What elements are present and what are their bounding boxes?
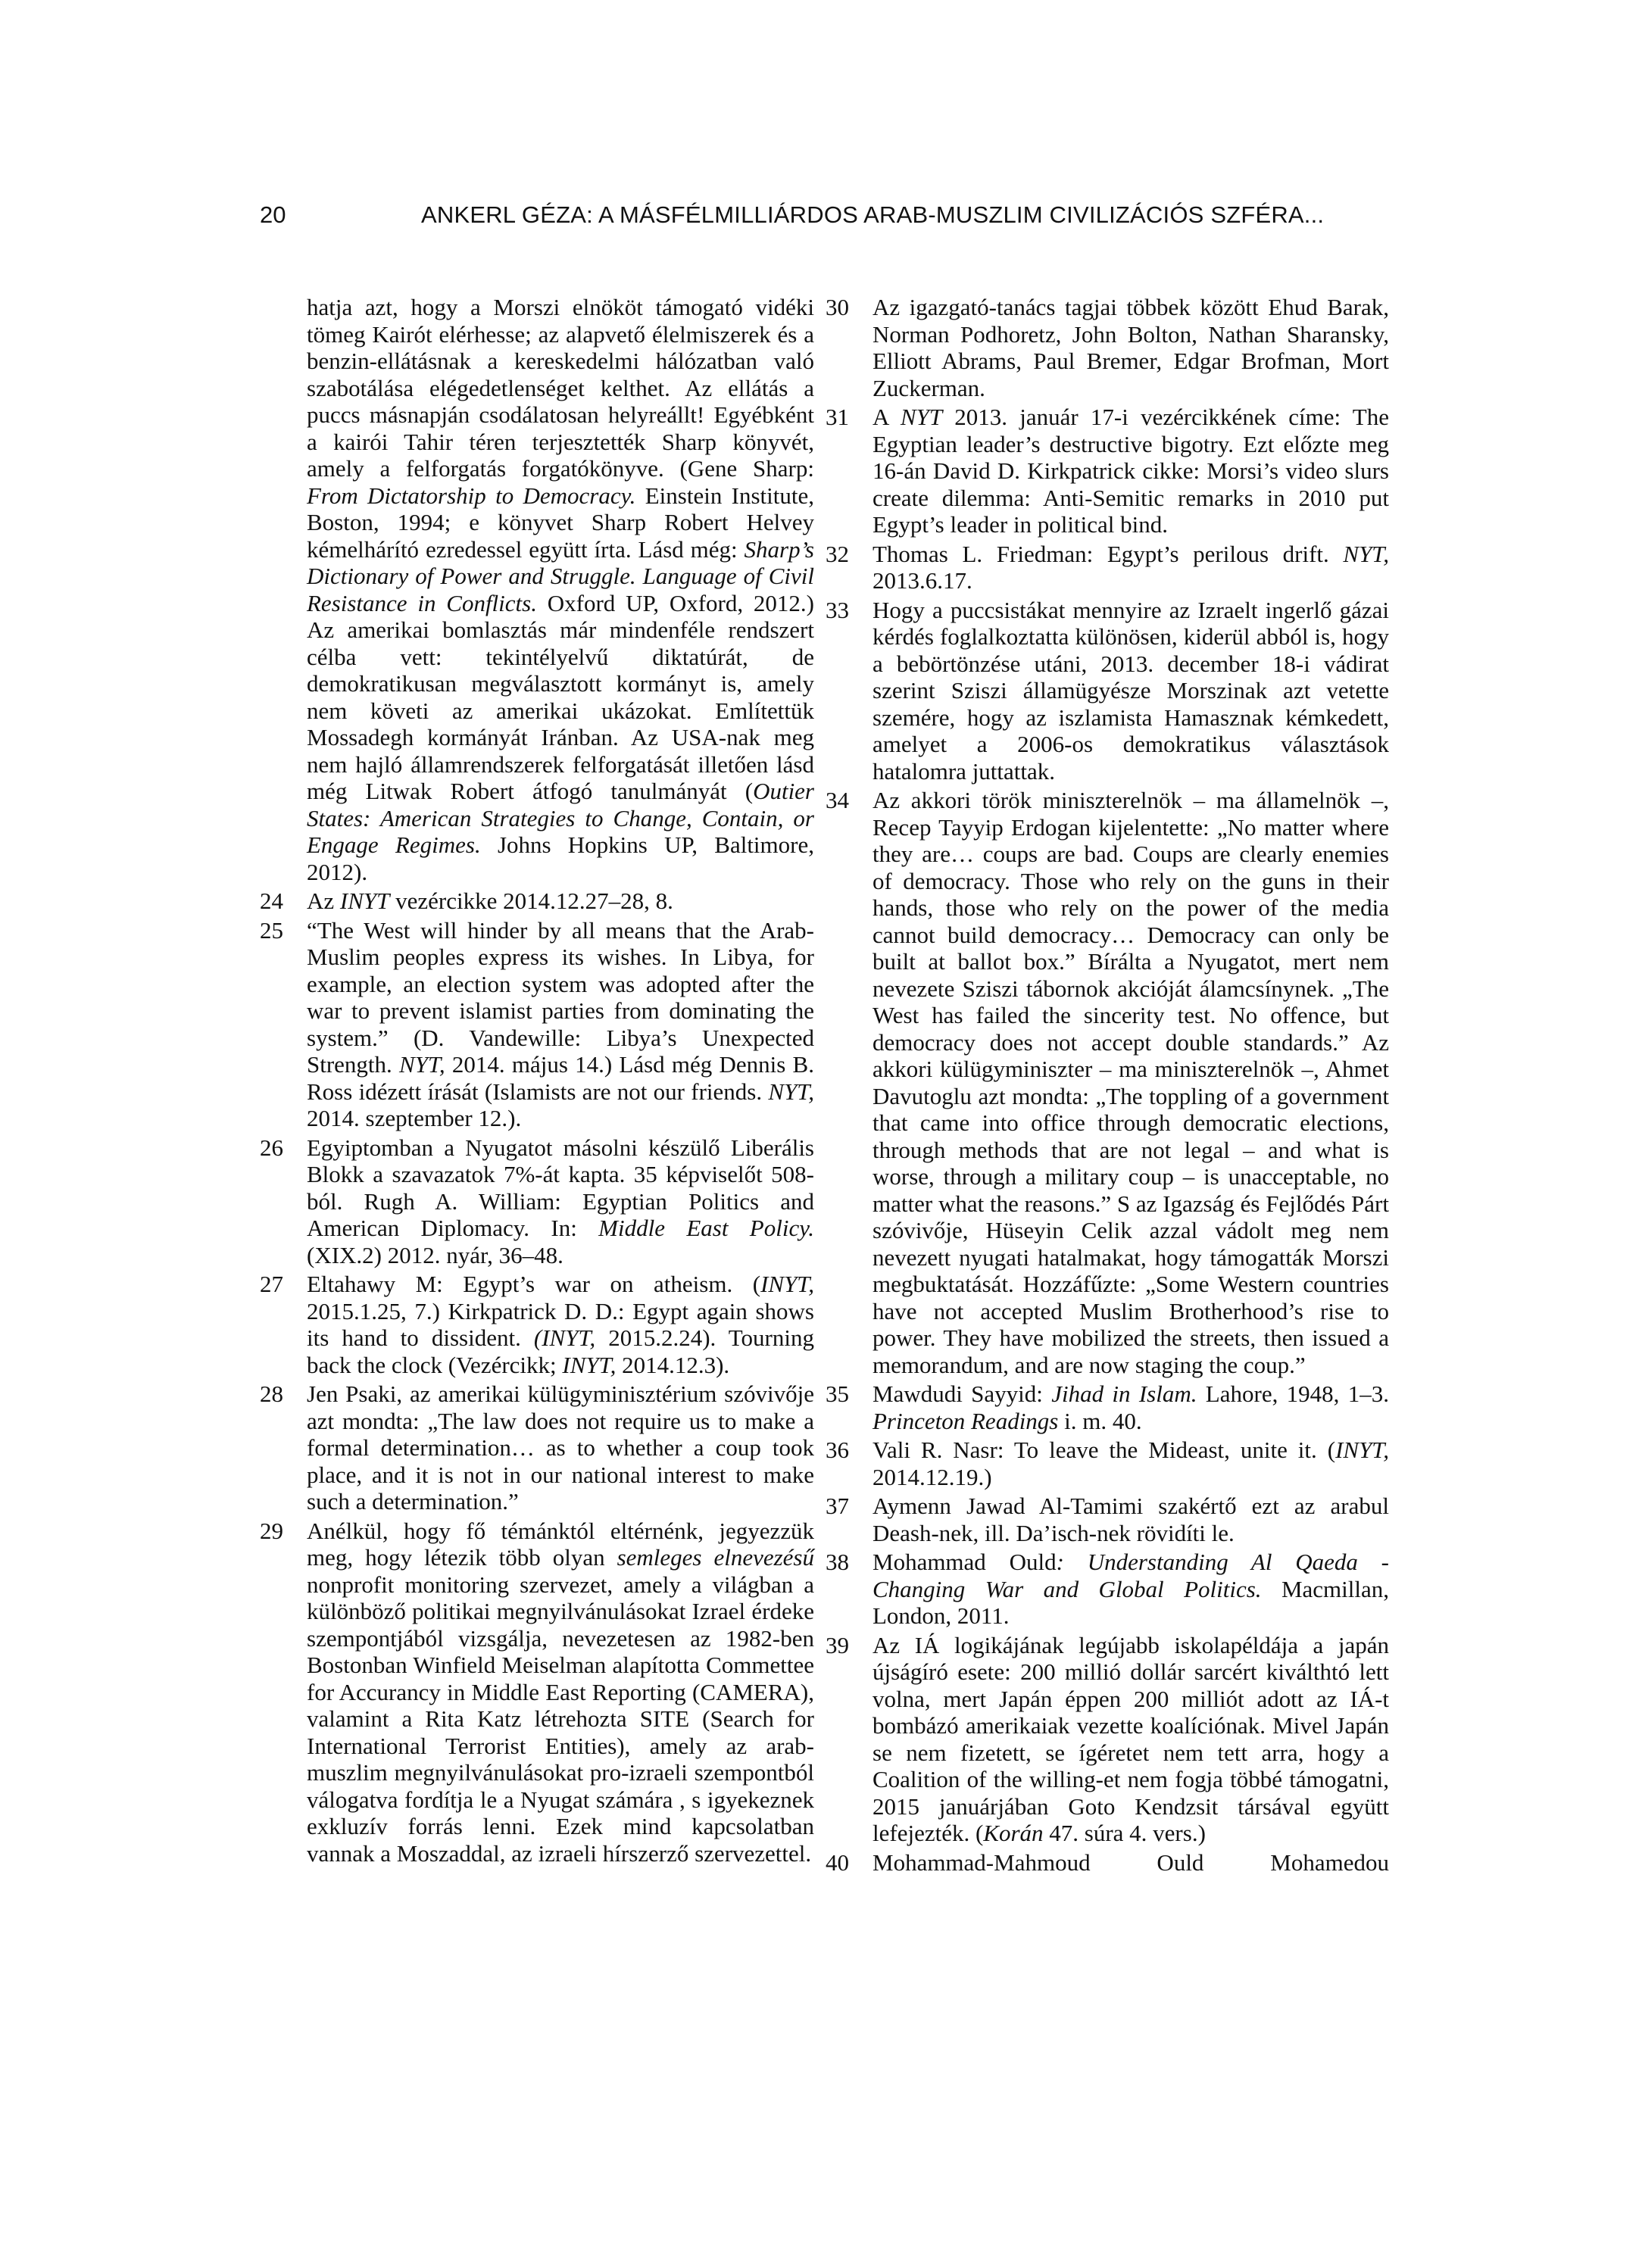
footnote-number: 32 [826,540,849,567]
footnote-italic: semleges elnevezésű [617,1544,814,1571]
footnote-italic: Korán [983,1820,1044,1846]
footnote-25 [260,917,814,1132]
footnote-35 [826,1380,1389,1434]
footnote-text: Az IÁ logikájának legújabb iskolapéldája a japán újságíró esete: 200 millió dollár sarcért kiválthtó lett volna, mert Japán éppen 200 milliót adott az IÁ-t bombázó amerikaiak vezette koalíciónak. Mivel Japán se nem fizetett, se ígéretet nem tett arra, hogy a Coalition of the willing-et nem fogja többé támogatni, 2015 januárjában Goto Kendzsit társával együtt lefejezték. ( [873,1631,1389,1846]
footnote-text: Mohammad Ould [873,1549,1057,1575]
note-23-continuation [260,294,814,885]
footnote-number: 28 [260,1380,283,1407]
footnote-text: 2014.12.3). [616,1351,730,1378]
footnote-number: 35 [826,1380,849,1407]
book-title: From Dictatorship to Democracy. [307,482,636,509]
book-title: Sharp’s Dictionary of Power and Struggle. Language of Civil Resistance in Conflicts. [307,535,814,616]
footnote-italic: NYT [900,404,943,430]
footnote-italic: NYT, [399,1051,445,1078]
footnote-italic: INYT [339,888,390,914]
footnote-number: 39 [826,1631,849,1658]
footnote-28 [260,1380,814,1515]
footnote-text: 2013.6.17. [873,567,972,594]
footnote-34 [826,787,1389,1378]
footnote-32 [826,541,1389,594]
footnote-text: Vali R. Nasr: To leave the Mideast, unite it. ( [873,1437,1336,1463]
footnote-number: 37 [826,1493,849,1519]
footnote-text: 2014. május 14.) Lásd még Dennis B. Ross idézett írását (Islamists are not our friends. [307,1051,814,1105]
footnote-text: Az akkori török miniszterelnök – ma államelnök –, Recep Tayyip Erdogan kijelentette: „No matter where they are… coups are bad. Coups are clearly enemies of democracy. Those who rely on the guns in their hands, those who rely on the power of the media cannot build democracy… Democracy can only be built at ballot box.” Bírálta a Nyugatot, mert nem nevezete Sziszi tábornok akcióját álamcsínynek. „The West has failed the sincerity test. No offence, but democracy does not accept double standards.” Az akkori külügyminiszter – ma miniszterelnök –, Ahmet Davutoglu azt mondta: „The toppling of a government that came into office through democratic elections, through methods that are not legal – and what is worse, through a military coup – is unacceptable, no matter what the reasons.” S az Igazság és Fejlődés Párt szóvivője, Hüseyin Celik azzal vádolt meg nem nevezett nyugati hatalmakat, hogy támogatták Morszi megbuktatását. Hozzáfűzte: „Some Western countries have not accepted Muslim Brotherhood’s rise to power. They have mobilized the streets, then issued a memorandum, and are now staging the coup.” [873,787,1389,1378]
footnote-text: 2014. szeptember 12.). [307,1105,522,1131]
footnote-italic: NYT, [1343,540,1389,567]
footnote-text: (XIX.2) 2012. nyár, 36–48. [307,1241,563,1268]
footnote-text: Az igazgató-tanács tagjai többek között Ehud Barak, Norman Podhoretz, John Bolton, Nathan Sharansky, Elliott Abrams, Paul Bremer, Edgar Brofman, Mort Zuckerman. [873,294,1389,401]
footnote-italic: (INYT, [533,1324,596,1351]
footnote-italic: Princeton Readings [873,1407,1059,1434]
footnote-number: 30 [826,294,849,320]
footnote-number: 34 [826,787,849,813]
footnote-italic: : Understanding Al Qaeda - Changing War and Global Politics. [873,1549,1389,1602]
footnote-24 [260,888,814,915]
running-title: ANKERL GÉZA: A MÁSFÉLMILLIÁRDOS ARAB-MUSZLIM CIVILIZÁCIÓS SZFÉRA... [421,201,1325,228]
footnote-text: i. m. 40. [1058,1407,1142,1434]
footnote-text: Egyiptomban a Nyugatot másolni készülő Liberális Blokk a szavazatok 7%-át kapta. 35 képviselőt 508-ból. Rugh A. William: Egyptian Politics and American Diplomacy. In: [307,1134,814,1241]
footnote-italic: INYT, [1335,1437,1389,1463]
footnote-40 [826,1849,1389,1876]
footnote-number: 31 [826,404,849,430]
right-column [826,294,1389,1878]
continuation-text: hatja azt, hogy a Morszi elnököt támogató vidéki tömeg Kairót elérhesse; az alapvető élelmiszerek és a benzin-ellátásnak a kereskedelmi hálózatban való szabotálása elégedetlenséget kelthet. Az ellátás a puccs másnapján csodálatosan helyreállt! Egyébként a kairói Tahir téren terjesztették Sharp könyvét, amely a felforgatás forgatókönyve. (Gene Sharp: [307,294,814,482]
footnote-text: 2013. január 17-i vezércikkének címe: The Egyptian leader’s destructive bigotry. Ezt előzte meg 16-án David D. Kirkpatrick cikke: Morsi’s video slurs create dilemma: Anti-Semitic remarks in 2010 put Egypt’s leader in political bind. [873,404,1390,538]
footnote-italic: NYT, [768,1078,814,1105]
footnote-text: Aymenn Jawad Al-Tamimi szakértő ezt az arabul Deash-nek, ill. Da’isch-nek rövidíti le. [873,1493,1389,1546]
footnote-text: Eltahawy M: Egypt’s war on atheism. ( [307,1271,761,1297]
footnote-number: 36 [826,1437,849,1463]
footnote-italic: INYT, [562,1351,617,1378]
footnote-text: A [873,404,901,430]
footnote-33 [826,597,1389,785]
footnote-text: 2015.1.25, 7.) Kirkpatrick D. D.: Egypt again shows its hand to dissident. [307,1297,814,1351]
footnote-36 [826,1437,1389,1490]
footnote-38 [826,1549,1389,1630]
footnote-text: Jen Psaki, az amerikai külügyminisztérium szóvivője azt mondta: „The law does not require us to make a formal determination… as to whether a coup took place, and it is not in our national interest to make such a determination.” [307,1380,814,1515]
footnote-number: 25 [260,916,283,944]
footnote-text: Hogy a puccsistákat mennyire az Izraelt ingerlő gázai kérdés foglalkoztatta különösen, kiderül abból is, hogy a bebörtönzése utáni, 2013. december 18-i vádirat szerint Sziszi államügyésze Morszinak azt vetette szemére, hogy az iszlamista Hamasznak kémkedett, amelyet a 2006-os demokratikus választások hatalomra juttattak. [873,596,1389,785]
footnote-number: 24 [260,888,283,914]
continuation-text: Oxford UP, Oxford, 2012.) Az amerikai bomlasztás már mindenféle rendszert célba vett: tekintélyelvű diktatúrát, de demokratikusan megválasztott kormányt is, amely nem követi az amerikai ukázokat. Említettük Mossadegh kormányát Iránban. Az USA-nak meg nem hajló államrendszerek felforgatását illetően lásd még Litwak Robert átfogó tanulmányát ( [307,589,814,804]
footnote-37 [826,1493,1389,1546]
footnote-number: 29 [260,1517,283,1544]
footnote-number: 26 [260,1134,283,1161]
footnote-text: nonprofit monitoring szervezet, amely a világban a különböző politikai megnyilvánulásokat Izrael érdeke szempontjából vizsgálja, nevezetesen az 1982-ben Bostonban Winfield Meiselman alapította Commettee for Accurancy in Middle East Reporting (CAMERA), valamint a Rita Katz létrehozta SITE (Search for International Terrorist Entities), amely az arab-muszlim megnyilvánulásokat pro-izraeli szempontból válogatva fordítja le a Nyugat számára , s igyekeznek exkluzív forrás lenni. Ezek mind kapcsolatban vannak a Moszaddal, az izraeli hírszerző szervezettel. [307,1571,814,1867]
footnote-text: 2015.2.24). Tourning back the clock (Vezércikk; [307,1324,814,1378]
footnote-29 [260,1518,814,1867]
footnote-30 [826,294,1389,401]
footnote-text: 47. súra 4. vers.) [1043,1820,1206,1846]
book-title: Outier States: American Strategies to Change, Contain, or Engage Regimes. [307,778,814,858]
footnote-number: 33 [826,596,849,623]
footnote-text: Macmillan, London, 2011. [873,1575,1389,1629]
footnote-text: “The West will hinder by all means that the Arab-Muslim peoples express its wishes. In Libya, for example, an election system was adopted after the war to prevent islamist parties from dominating the system.” (D. Vandewille: Libya’s Unexpected Strength. [307,916,814,1078]
footnote-number: 40 [826,1848,849,1876]
footnote-text: Thomas L. Friedman: Egypt’s perilous drift. [873,540,1344,567]
footnote-text: Lahore, 1948, 1–3. [1197,1380,1389,1407]
footnote-text: Mohammad-Mahmoud Ould Mohamedou [873,1848,1389,1876]
footnote-26 [260,1134,814,1269]
continuation-text: Johns Hopkins UP, Baltimore, 2012). [307,831,814,885]
footnote-text: vezércikke 2014.12.27–28, 8. [389,888,673,914]
footnote-number: 38 [826,1549,849,1575]
continuation-text: Einstein Institute, Boston, 1994; e könyvet Sharp Robert Helvey kémelhárító ezredessel együtt írta. Lásd még: [307,482,814,563]
footnote-number: 27 [260,1271,283,1297]
footnote-27 [260,1271,814,1378]
footnote-italic: Jihad in Islam. [1051,1380,1197,1407]
footnote-text: Az [307,888,340,914]
left-column [260,294,814,1869]
footnote-italic: INYT, [760,1271,814,1297]
footnote-text: Anélkül, hogy fő témánktól eltérnénk, jegyezzük meg, hogy létezik több olyan [307,1517,814,1571]
footnote-italic: Middle East Policy. [598,1215,814,1241]
footnote-31 [826,404,1389,538]
footnote-text: 2014.12.19.) [873,1463,992,1490]
page-number: 20 [260,201,286,228]
footnote-text: Mawdudi Sayyid: [873,1380,1052,1407]
footnote-39 [826,1632,1389,1847]
